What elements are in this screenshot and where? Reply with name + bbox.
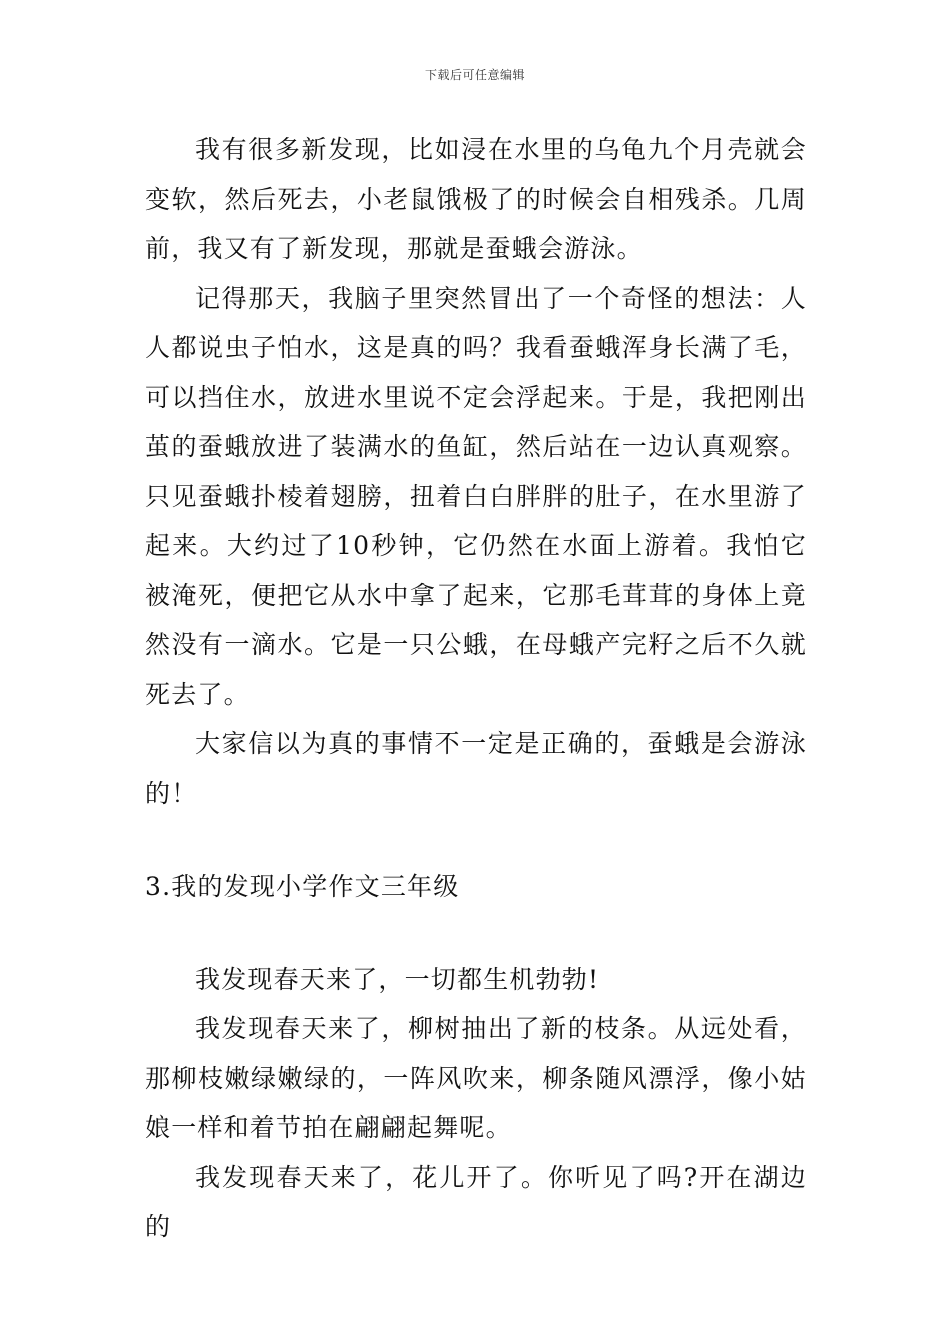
paragraph: 记得那天，我脑子里突然冒出了一个奇怪的想法：人人都说虫子怕水，这是真的吗？我看蚕蛾浑身长满了毛，可以挡住水，放进水里说不定会浮起来。于是，我把刚出茧的蚕蛾放进了装满水的鱼缸，然后站在一边认真观察。只见蚕蛾扑棱着翅膀，扭着白白胖胖的肚子，在水里游了起来。大约过了10秒钟，它仍然在水面上游着。我怕它被淹死，便把它从水中拿了起来，它那毛茸茸的身体上竟然没有一滴水。它是一只公蛾，在母蛾产完籽之后不久就死去了。 xyxy=(145,283,807,709)
section-heading: 3.我的发现小学作文三年级 xyxy=(145,872,460,901)
page-header-note: 下载后可任意编辑 xyxy=(424,68,525,82)
paragraph: 大家信以为真的事情不一定是正确的，蚕蛾是会游泳的！ xyxy=(145,729,807,808)
paragraph: 我有很多新发现，比如浸在水里的乌龟九个月壳就会变软，然后死去，小老鼠饿极了的时候会自相残杀。几周前，我又有了新发现，那就是蚕蛾会游泳。 xyxy=(145,135,807,263)
paragraph: 我发现春天来了，柳树抽出了新的枝条。从远处看，那柳枝嫩绿嫩绿的，一阵风吹来，柳条随风漂浮，像小姑娘一样和着节拍在翩翩起舞呢。 xyxy=(145,1014,807,1142)
document-body xyxy=(145,125,807,1252)
paragraph: 我发现春天来了，花儿开了。你听见了吗?开在湖边的 xyxy=(145,1162,807,1241)
paragraph: 我发现春天来了，一切都生机勃勃! xyxy=(195,964,600,994)
